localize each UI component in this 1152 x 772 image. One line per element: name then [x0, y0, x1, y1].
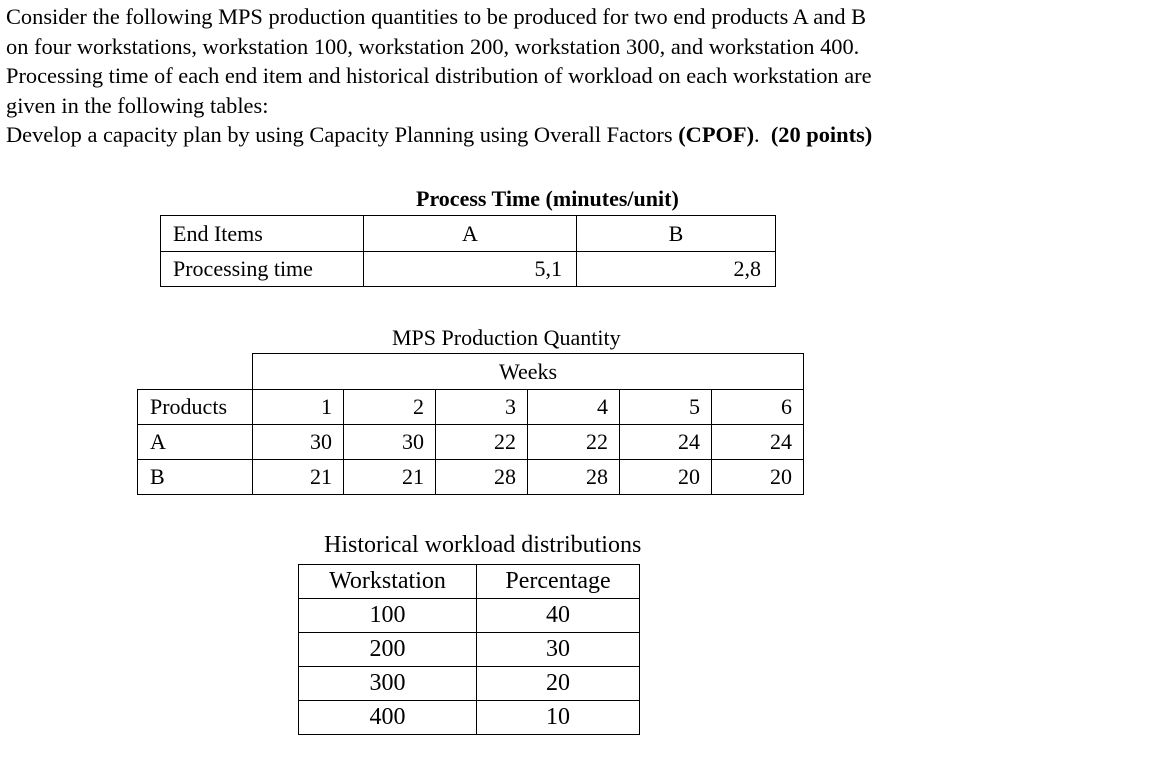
workload-table	[298, 564, 640, 735]
table-row	[161, 216, 776, 252]
table-row	[299, 599, 640, 633]
percentage-cell: 30	[477, 633, 640, 667]
mps-title: MPS Production Quantity	[392, 325, 621, 350]
week-header: 3	[436, 390, 528, 425]
intro-line-1: Consider the following MPS production quantities to be produced for two end products A and B	[6, 4, 867, 29]
cpof-label: (CPOF)	[678, 122, 755, 147]
quantity-cell: 30	[344, 425, 436, 460]
process-time-title: Process Time (minutes/unit)	[416, 186, 679, 211]
blank-cell	[138, 354, 253, 390]
workstation-cell: 300	[299, 667, 477, 701]
intro-line-2: on four workstations, workstation 100, workstation 200, workstation 300, and workstation 400.	[6, 33, 860, 59]
weeks-header: Weeks	[253, 354, 804, 390]
quantity-cell: 22	[436, 425, 528, 460]
quantity-cell: 22	[528, 425, 620, 460]
processing-time-label: Processing time	[161, 252, 364, 287]
intro-line-5-mid: .	[754, 122, 771, 147]
table-row	[299, 701, 640, 735]
quantity-cell: 28	[528, 460, 620, 495]
quantity-cell: 24	[620, 425, 712, 460]
product-label: A	[138, 425, 253, 460]
problem-statement	[6, 2, 1016, 150]
products-label: Products	[138, 390, 253, 425]
intro-line-5	[6, 120, 1016, 150]
workstation-cell: 200	[299, 633, 477, 667]
quantity-cell: 20	[620, 460, 712, 495]
percentage-cell: 10	[477, 701, 640, 735]
table-row	[161, 252, 776, 287]
table-row	[299, 667, 640, 701]
processing-time-b: 2,8	[577, 252, 776, 287]
percentage-cell: 40	[477, 599, 640, 633]
table-row	[138, 460, 804, 495]
quantity-cell: 24	[712, 425, 804, 460]
week-header: 6	[712, 390, 804, 425]
percentage-cell: 20	[477, 667, 640, 701]
workstation-cell: 100	[299, 599, 477, 633]
mps-table	[137, 353, 804, 495]
week-header: 5	[620, 390, 712, 425]
processing-time-a: 5,1	[364, 252, 577, 287]
workload-title: Historical workload distributions	[324, 532, 642, 558]
workstation-header: Workstation	[299, 565, 477, 599]
quantity-cell: 21	[344, 460, 436, 495]
product-label: B	[138, 460, 253, 495]
table-row	[138, 390, 804, 425]
week-header: 1	[253, 390, 344, 425]
week-header: 2	[344, 390, 436, 425]
item-b-header: B	[577, 216, 776, 252]
percentage-header: Percentage	[477, 565, 640, 599]
intro-line-3: Processing time of each end item and historical distribution of workload on each workstation are	[6, 63, 872, 88]
week-header: 4	[528, 390, 620, 425]
table-row	[299, 565, 640, 599]
table-row	[138, 425, 804, 460]
workstation-cell: 400	[299, 701, 477, 735]
quantity-cell: 30	[253, 425, 344, 460]
quantity-cell: 20	[712, 460, 804, 495]
quantity-cell: 21	[253, 460, 344, 495]
quantity-cell: 28	[436, 460, 528, 495]
intro-line-5-text: Develop a capacity plan by using Capacity Planning using Overall Factors	[6, 122, 679, 147]
end-items-label: End Items	[161, 216, 364, 252]
intro-line-4: given in the following tables:	[6, 92, 269, 118]
table-row	[138, 354, 804, 390]
points-label: (20 points)	[770, 122, 873, 147]
item-a-header: A	[364, 216, 577, 252]
table-row	[299, 633, 640, 667]
process-time-table	[160, 215, 776, 287]
